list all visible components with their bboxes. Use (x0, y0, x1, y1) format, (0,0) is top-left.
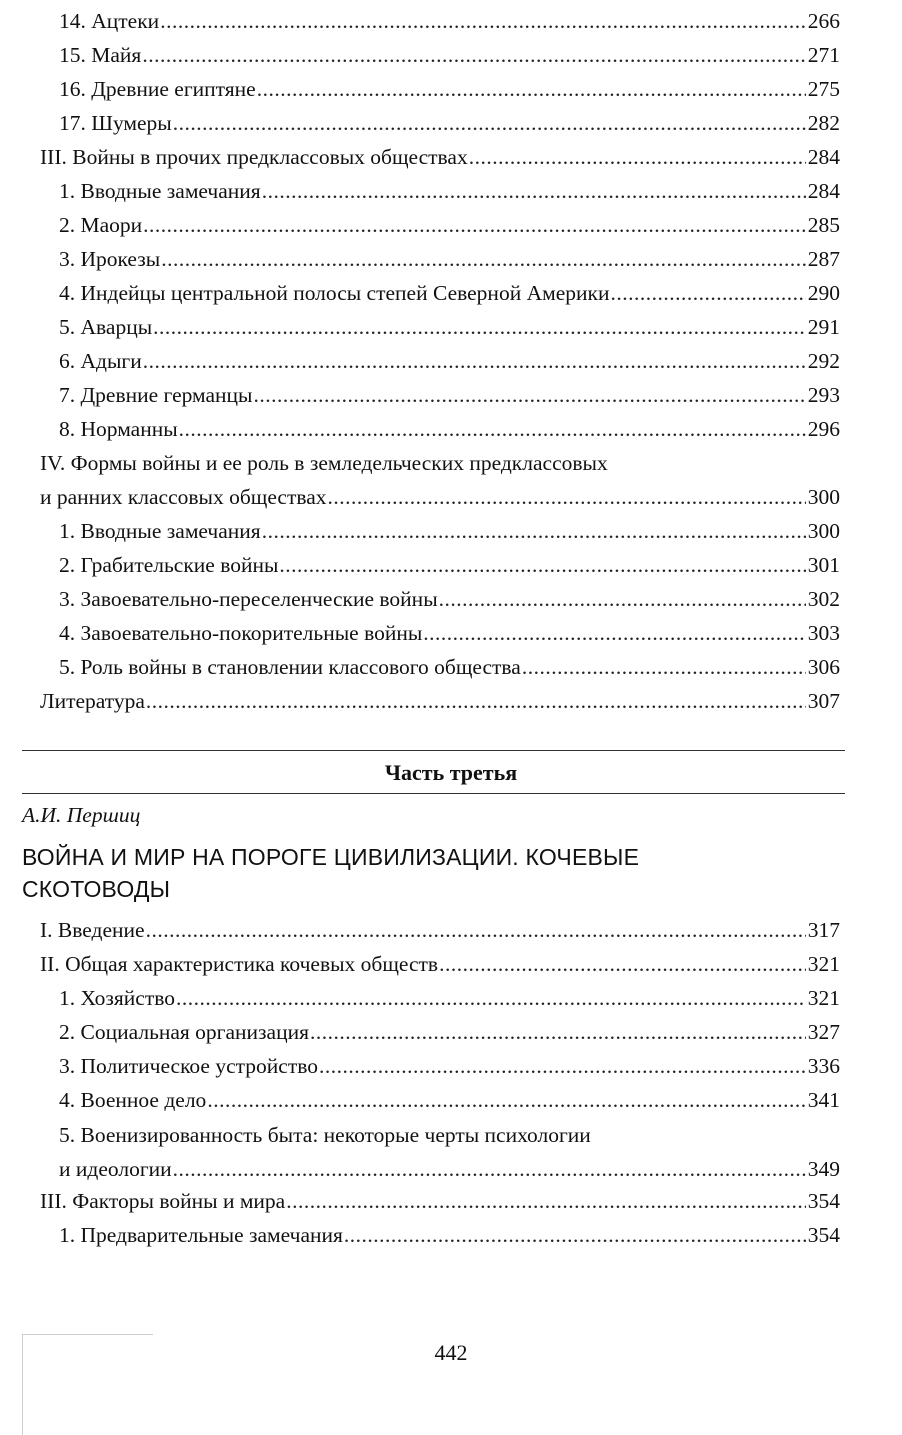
toc-entry (0, 650, 902, 684)
toc-entry (0, 616, 902, 650)
toc-entry-page: 321 (807, 986, 840, 1010)
toc-section-line1 (0, 446, 902, 480)
toc-entry-title: 1. Вводные замечания (59, 179, 261, 203)
leader-dots (439, 582, 806, 616)
toc-entry-title: Литература (40, 689, 145, 713)
toc-entry-title-line1: IV. Формы войны и ее роль в земледельческих предклассовых (40, 451, 608, 475)
toc-entry-page: 300 (807, 485, 840, 509)
leader-dots (262, 174, 806, 208)
toc-entry (0, 106, 902, 140)
toc-entry-page: 317 (807, 918, 840, 942)
toc-entry-page: 271 (807, 43, 840, 67)
toc-entry-title: 4. Индейцы центральной полосы степей Северной Америки (59, 281, 610, 305)
toc-entry-title: III. Войны в прочих предклассовых обществах (40, 145, 468, 169)
toc-section (0, 1184, 902, 1218)
toc-entry-page: 284 (807, 179, 840, 203)
leader-dots (310, 1015, 806, 1049)
toc-entry-title: 1. Хозяйство (59, 986, 176, 1010)
toc-entry-title: 8. Норманны (59, 417, 178, 441)
leader-dots (142, 38, 805, 72)
toc-entry (0, 72, 902, 106)
toc-entry-page: 327 (807, 1020, 840, 1044)
toc-entry-page: 291 (807, 315, 840, 339)
toc-entry-page: 303 (807, 621, 840, 645)
toc-entry-title: 14. Ацтеки (59, 9, 160, 33)
toc-entry-title: 5. Аварцы (59, 315, 153, 339)
toc-entry-title: 7. Древние германцы (59, 383, 253, 407)
leader-dots (344, 1218, 806, 1252)
leader-dots (257, 72, 806, 106)
toc-entry-title: 1. Вводные замечания (59, 519, 261, 543)
leader-dots (423, 616, 805, 650)
leader-dots (469, 140, 806, 174)
leader-dots (328, 480, 806, 514)
part-title: Часть третья (384, 760, 518, 785)
page-number: 442 (434, 1340, 468, 1365)
toc-entry-title: II. Общая характеристика кочевых обществ (40, 952, 439, 976)
toc-entry-page: 266 (807, 9, 840, 33)
leader-dots (146, 684, 806, 718)
toc-entry-title: 17. Шумеры (59, 111, 172, 135)
leader-dots (179, 412, 806, 446)
toc-entry (0, 310, 902, 344)
leader-dots (161, 242, 806, 276)
toc-entry-page: 307 (807, 689, 840, 713)
leader-dots (143, 208, 806, 242)
leader-dots (173, 106, 806, 140)
toc-entry-title: 2. Маори (59, 213, 143, 237)
toc-entry-title: 3. Ирокезы (59, 247, 161, 271)
toc-entry-page: 341 (807, 1088, 840, 1112)
toc-entry-line1 (0, 1118, 902, 1152)
toc-entry-page: 290 (807, 281, 840, 305)
toc-entry-page: 302 (807, 587, 840, 611)
toc-entry-title: и ранних классовых обществах (40, 485, 327, 509)
leader-dots (319, 1049, 806, 1083)
toc-entry-title: и идеологии (59, 1157, 172, 1181)
toc-entry-page: 354 (807, 1189, 840, 1213)
divider-rule-bottom (22, 793, 845, 794)
toc-entry (0, 174, 902, 208)
toc-entry (0, 378, 902, 412)
toc-entry (0, 344, 902, 378)
leader-dots (146, 913, 806, 947)
toc-entry-page: 296 (807, 417, 840, 441)
toc-entry (0, 38, 902, 72)
toc-entry-page: 349 (807, 1157, 840, 1181)
toc-entry (0, 1083, 902, 1117)
toc-entry-title: 5. Роль войны в становлении классового общества (59, 655, 521, 679)
toc-entry-page: 336 (807, 1054, 840, 1078)
toc-entry (0, 1015, 902, 1049)
toc-entry-page: 321 (807, 952, 840, 976)
toc-entry-page: 284 (807, 145, 840, 169)
leader-dots (254, 378, 806, 412)
leader-dots (153, 310, 806, 344)
work-title-line2: СКОТОВОДЫ (22, 876, 171, 902)
toc-entry-title: III. Факторы войны и мира (40, 1189, 286, 1213)
toc-entry-page: 306 (807, 655, 840, 679)
toc-entry-page: 301 (807, 553, 840, 577)
toc-entry (0, 208, 902, 242)
toc-entry (0, 981, 902, 1015)
toc-entry-page: 282 (807, 111, 840, 135)
toc-section (0, 140, 902, 174)
toc-entry-page: 287 (807, 247, 840, 271)
leader-dots (143, 344, 806, 378)
toc-entry (0, 582, 902, 616)
toc-entry (0, 4, 902, 38)
toc-entry-page: 300 (807, 519, 840, 543)
toc-entry-page: 285 (807, 213, 840, 237)
toc-entry (0, 1152, 902, 1186)
toc-entry-title: 15. Майя (59, 43, 142, 67)
toc-section (0, 480, 902, 514)
leader-dots (262, 514, 806, 548)
toc-entry (0, 1049, 902, 1083)
toc-section (0, 684, 902, 718)
leader-dots (176, 981, 806, 1015)
leader-dots (286, 1184, 806, 1218)
leader-dots (160, 4, 806, 38)
leader-dots (439, 947, 806, 981)
author-name: А.И. Першиц (22, 803, 141, 827)
toc-entry (0, 276, 902, 310)
toc-entry (0, 242, 902, 276)
toc-entry-title: 4. Завоевательно-покорительные войны (59, 621, 423, 645)
toc-entry-title: 2. Социальная организация (59, 1020, 309, 1044)
leader-dots (610, 276, 805, 310)
toc-entry-title: 4. Военное дело (59, 1088, 207, 1112)
toc-section (0, 913, 902, 947)
toc-entry-title: 3. Завоевательно-переселенческие войны (59, 587, 438, 611)
toc-entry-title: 2. Грабительские войны (59, 553, 279, 577)
toc-entry-title-line1: 5. Военизированность быта: некоторые черты психологии (59, 1123, 591, 1147)
toc-entry-title: I. Введение (40, 918, 145, 942)
toc-entry-page: 275 (807, 77, 840, 101)
toc-entry (0, 412, 902, 446)
toc-entry (0, 548, 902, 582)
toc-entry-title: 3. Политическое устройство (59, 1054, 318, 1078)
leader-dots (522, 650, 806, 684)
toc-entry-page: 293 (807, 383, 840, 407)
divider-rule-top (22, 750, 845, 751)
work-title-line1: ВОЙНА И МИР НА ПОРОГЕ ЦИВИЛИЗАЦИИ. КОЧЕВЫЕ (22, 844, 640, 870)
scan-corner-frame (22, 1334, 153, 1435)
toc-section (0, 947, 902, 981)
toc-entry-title: 6. Адыги (59, 349, 142, 373)
toc-entry (0, 1218, 902, 1252)
toc-entry-title: 16. Древние египтяне (59, 77, 256, 101)
leader-dots (279, 548, 805, 582)
toc-entry-title: 1. Предварительные замечания (59, 1223, 343, 1247)
toc-entry-page: 292 (807, 349, 840, 373)
leader-dots (207, 1083, 805, 1117)
toc-entry (0, 514, 902, 548)
leader-dots (173, 1152, 806, 1186)
toc-entry-page: 354 (807, 1223, 840, 1247)
